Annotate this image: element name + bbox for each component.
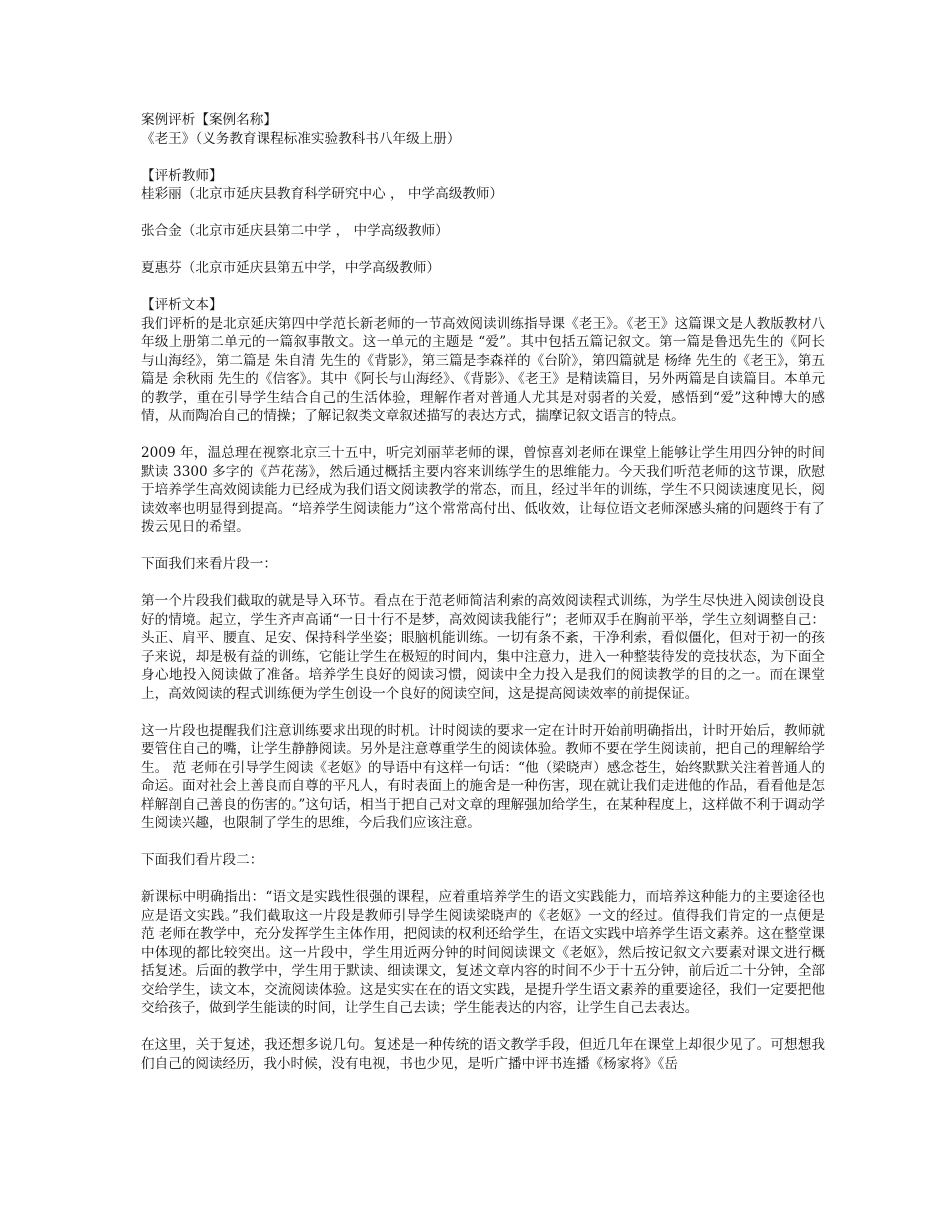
analysis-paragraph: 第一个片段我们截取的就是导入环节。看点在于范老师简洁利索的高效阅读程式训练，为学生尽快进入阅读创设良好的情境。起立，学生齐声高诵“一日十行不是梦，高效阅读我能行”；老师双手在胸前平举，学生立刻调整自己：头正、肩平、腰直、足安、保持科学坐姿；眼脑机能训练。一切有条不紊，干净利索，看似僵化，但对于初一的孩子来说，却是极有益的训练，它能让学生在极短的时间内，集中注意力，进入一种整装待发的竞技状态，为下面全身心地投入阅读做了准备。培养学生良好的阅读习惯，阅读中全力投入是我们的阅读教学的目的之一。而在课堂上，高效阅读的程式训练便为学生创设一个良好的阅读空间，这是提高阅读效率的前提保证。 (141, 593, 825, 702)
teachers-heading: 【评析教师】 (141, 167, 223, 184)
spacer (141, 833, 825, 852)
spacer (141, 148, 825, 167)
spacer (141, 278, 825, 297)
spacer (141, 1018, 825, 1037)
spacer (141, 426, 825, 445)
analysis-paragraph: 我们评析的是北京延庆第四中学范长新老师的一节高效阅读训练指导课《老王》。《老王》这篇课文是人教版教材八年级上册第二单元的一篇叙事散文。这一单元的主题是 “爱”。其中包括五篇记叙文。第一篇是鲁迅先生的《阿长与山海经》，第二篇是 朱自清 先生的《背影》，第三篇是李森祥的《台阶》，第四篇就是 杨绛 先生的《老王》，第五篇是 余秋雨 先生的《信客》。其中《阿长与山海经》、《背影》、《老王》是精读篇目，另外两篇是自读篇目。本单元的教学，重在引导学生结合自己的生活体验，理解作者对普通人尤其是对弱者的关爱，感悟到“爱”这种博大的感情，从而陶冶自己的情操；了解记叙类文章叙述描写的表达方式，揣摩记叙文语言的特点。 (141, 315, 825, 424)
spacer (141, 241, 825, 260)
analysis-heading: 【评析文本】 (141, 297, 223, 313)
spacer (141, 703, 825, 722)
analysis-paragraph: 2009 年，温总理在视察北京三十五中，听完刘丽苹老师的课，曾惊喜刘老师在课堂上能够让学生用四分钟的时间默读 3300 多字的《芦花荡》，然后通过概括主要内容来训练学生的思维能力。今天我们听范老师的这节课，欣慰于培养学生高效阅读能力已经成为我们语文阅读教学的常态，而且，经过半年的训练，学生不只阅读速度见长，阅读效率也明显得到提高。“培养学生阅读能力”这个常常高付出、低收效，让每位语文老师深感头痛的问题终于有了拨云见日的希望。 (141, 445, 825, 535)
teacher-item: 张合金（北京市延庆县第二中学 ， 中学高级教师） (141, 223, 449, 239)
teacher-item: 桂彩丽（北京市延庆县教育科学研究中心 ， 中学高级教师） (141, 186, 504, 202)
teacher-item: 夏惠芬（北京市延庆县第五中学，中学高级教师） (141, 260, 441, 276)
analysis-paragraph: 下面我们来看片段一： (141, 556, 277, 572)
spacer (141, 574, 825, 593)
spacer (141, 537, 825, 556)
case-subtitle-line: 《老王》（义务教育课程标准实验教科书八年级上册） (141, 130, 461, 147)
case-title-line: 案例评析【案例名称】 (141, 112, 277, 128)
analysis-paragraph: 新课标中明确指出：“语文是实践性很强的课程，应着重培养学生的语文实践能力，而培养这种能力的主要途径也应是语文实践。”我们截取这一片段是教师引导学生阅读梁晓声的《老妪》一文的经过。值得我们肯定的一点便是 范 老师在教学中，充分发挥学生主体作用，把阅读的权利还给学生，在语文实践中培养学生语文素养。这在整堂课中体现的都比较突出。这一片段中，学生用近两分钟的时间阅读课文《老妪》，然后按记叙文六要素对课文进行概括复述。后面的教学中，学生用于默读、细读课文，复述文章内容的时间不少于十五分钟，前后近二十分钟，全部交给学生，读文本，交流阅读体验。这是实实在在的语文实践，是提升学生语文素养的重要途径，我们一定要把他交给孩子，做到学生能读的时间，让学生自己去读；学生能表达的内容，让学生自己去表达。 (141, 889, 826, 1016)
analysis-paragraph: 这一片段也提醒我们注意训练要求出现的时机。计时阅读的要求一定在计时开始前明确指出，计时开始后，教师就要管住自己的嘴，让学生静静阅读。另外是注意尊重学生的阅读体验。教师不要在学生阅读前，把自己的理解给学生。 范 老师在引导学生阅读《老妪》的导语中有这样一句话：“他（梁晓声）感念苍生，始终默默关注着普通人的命运。面对社会上善良而自尊的平凡人，有时表面上的施舍是一种伤害，现在就让我们走进他的作品，看看他是怎样解剖自己善良的伤害的。”这句话，相当于把自己对文章的理解强加给学生，在某种程度上，这样做不利于调动学生阅读兴趣，也限制了学生的思维，今后我们应该注意。 (141, 722, 825, 831)
analysis-paragraph: 下面我们看片段二： (141, 852, 264, 868)
document-page (141, 111, 825, 1073)
analysis-paragraph: 在这里，关于复述，我还想多说几句。复述是一种传统的语文教学手段，但近几年在课堂上却很少见了。可想想我们自己的阅读经历，我小时候，没有电视，书也少见，是听广播中评书连播《杨家将》《岳 (141, 1037, 825, 1072)
spacer (141, 870, 825, 889)
spacer (141, 204, 825, 223)
